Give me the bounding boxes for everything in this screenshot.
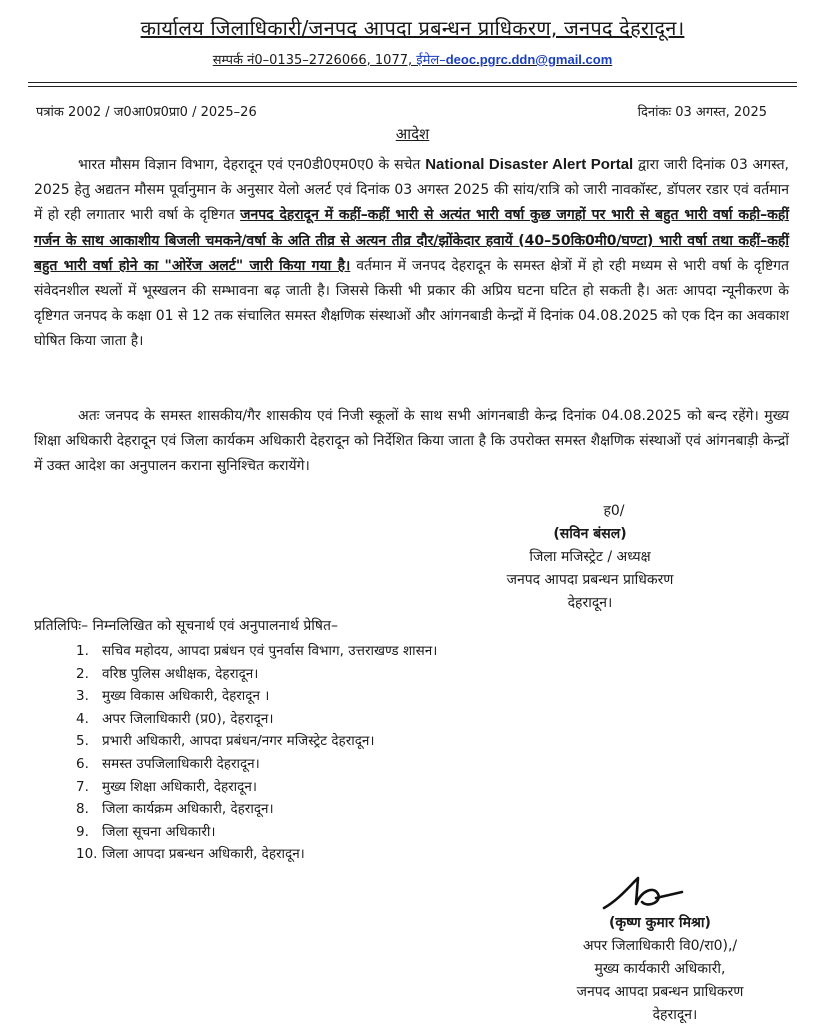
list-item [76, 640, 437, 663]
list-item-number: 3. [76, 688, 89, 705]
contact-line [0, 50, 825, 68]
list-item-number: 8. [76, 801, 89, 818]
signatory-place: देहरादून। [652, 1007, 698, 1023]
signatory-name: (कृष्ण कुमार मिश्रा) [609, 915, 711, 931]
list-item-text: प्रभारी अधिकारी, आपदा प्रबंधन/नगर मजिस्ट्रेट देहरादून। [102, 733, 375, 750]
list-item-text: वरिष्ठ पुलिस अधीक्षक, देहरादून। [102, 665, 259, 682]
list-item-text: जिला आपदा प्रबन्धन अधिकारी, देहरादून। [102, 846, 305, 863]
para1-part3: वर्तमान में जनपद देहरादून के समस्त क्षेत्रों में हो रही मध्यम से भारी वर्षा के दृष्टिगत संवेदनशील स्थलों में भूस्खलन की सम्भावना बढ़ जाती है। जिससे किसी भी प्रकार की अप्रिय घटना घटित हो सकती है। अतः आपदा न्यूनीकरण के दृष्टिगत जनपद के कक्षा 01 से 12 तक संचालित समस्त शैक्षणिक संस्थाओं और आंगनबाडी केन्द्रों में दिनांक 04.08.2025 को एक दिन का अवकाश घोषित किया जाता है। [34, 257, 789, 350]
order-heading: आदेश [395, 125, 430, 143]
signatory-block-adm [540, 912, 780, 1027]
list-item [76, 730, 437, 753]
list-item [76, 663, 437, 686]
list-item-number: 6. [76, 755, 89, 772]
list-item [76, 821, 437, 844]
orange-alert-text: जनपद देहरादून में कहीं–कहीं भारी से अत्यंत भारी वर्षा कुछ जगहों पर भारी से बहुत भारी वर्षा कही–कहीं गर्जन के साथ आकाशीय बिजली चमकने/वर्षा के अति तीव्र से अत्यन तीव्र दौर/झोंकेदार हवायें (40–50कि0मी0/घण्टा) भारी वर्षा तथा कहीं–कहीं बहुत भारी वर्षा होने का "ओरेंज अलर्ट" जारी किया गया है। [34, 207, 789, 274]
list-item-number: 1. [76, 643, 89, 659]
order-paragraph-1 [34, 152, 789, 355]
office-title: कार्यालय जिलाधिकारी/जनपद आपदा प्रबन्धन प्राधिकरण, जनपद देहरादून। [140, 16, 685, 40]
list-item-number: 5. [76, 733, 89, 750]
para1-part1: भारत मौसम विज्ञान विभाग, देहरादून एवं एन0डी0एम0ए0 के सचेत [78, 157, 426, 173]
copy-to-list [76, 640, 437, 866]
list-item-number: 9. [76, 823, 89, 840]
header-rule-thin [28, 86, 797, 87]
signatory-designation-3: जनपद आपदा प्रबन्धन प्राधिकरण [576, 984, 744, 1000]
para1-part2: द्वारा जारी दिनांक 03 अगस्त, 2025 हेतु अद्यतन मौसम पूर्वानुमान के अनुसार येलो अलर्ट एवं दिनांक 03 अगस्त 2025 की सांय/रात्रि को जारी नावकॉस्ट, डॉपलर रडार एवं वर्तमान में हो रही लगातार भारी वर्षा के दृष्टिगत [34, 157, 790, 224]
list-item [76, 708, 437, 731]
signatory-designation-2: मुख्य कार्यकारी अधिकारी, [594, 961, 726, 977]
signatory-designation-2: जनपद आपदा प्रबन्धन प्राधिकरण [506, 572, 674, 588]
list-item-text: जिला सूचना अधिकारी। [102, 823, 216, 840]
copy-to-heading: प्रतिलिपिः– निम्नलिखित को सूचनार्थ एवं अनुपालनार्थ प्रेषित– [34, 618, 338, 634]
list-item-number: 4. [76, 710, 89, 727]
list-item [76, 776, 437, 799]
header-rule-thick [28, 82, 797, 83]
signatory-designation-1: जिला मजिस्ट्रेट / अध्यक्ष [529, 549, 651, 565]
reference-date: दिनांकः 03 अगस्त, 2025 [637, 105, 767, 120]
list-item-number: 2. [76, 665, 89, 682]
list-item-text: समस्त उपजिलाधिकारी देहरादून। [102, 755, 260, 772]
reference-number: पत्रांक 2002 / ज0आ0प्र0प्रा0 / 2025–26 [36, 105, 257, 120]
email-label: ईमेल– [416, 53, 446, 68]
list-item-text: मुख्य शिक्षा अधिकारी, देहरादून। [102, 778, 257, 795]
signatory-place: देहरादून। [567, 595, 613, 611]
email-address[interactable]: deoc.pgrc.ddn@gmail.com [445, 52, 613, 67]
email-block[interactable] [416, 53, 612, 68]
list-item-number: 7. [76, 778, 89, 795]
list-item-number: 10. [76, 846, 98, 863]
order-paragraph-2: अतः जनपद के समस्त शासकीय/गैर शासकीय एवं निजी स्कूलों के साथ सभी आंगनबाडी केन्द्र दिनांक 04.08.2025 को बन्द रहेंगे। मुख्य शिक्षा अधिकारी देहरादून एवं जिला कार्यकम अधिकारी देहरादून को निर्देशित किया जाता है कि उपरोक्त समस्त शैक्षणिक संस्थाओं एवं आंगनबाड़ी केन्द्रों में उक्त आदेश का अनुपालन कराना सुनिश्चित करायेंगे। [34, 408, 789, 475]
list-item [76, 753, 437, 776]
signatory-designation-1: अपर जिलाधिकारी वि0/रा0),/ [582, 938, 738, 954]
contact-phone: सम्पर्क नं0–0135–2726066, 1077, [212, 53, 417, 68]
list-item-text: जिला कार्यक्रम अधिकारी, देहरादून। [102, 801, 274, 818]
list-item-text: अपर जिलाधिकारी (प्र0), देहरादून। [102, 710, 274, 727]
list-item [76, 798, 437, 821]
portal-name: National Disaster Alert Portal [425, 156, 634, 173]
list-item-text: मुख्य विकास अधिकारी, देहरादून । [102, 688, 270, 705]
signatory-block-dm [470, 500, 710, 615]
handwritten-signature [598, 870, 688, 916]
signatory-name: (सविन बंसल) [553, 526, 627, 542]
list-item [76, 685, 437, 708]
list-item [76, 843, 437, 866]
list-item-text: सचिव महोदय, आपदा प्रबंधन एवं पुनर्वास विभाग, उत्तराखण्ड शासन। [102, 643, 438, 659]
signed-mark: ह0/ [603, 503, 625, 519]
